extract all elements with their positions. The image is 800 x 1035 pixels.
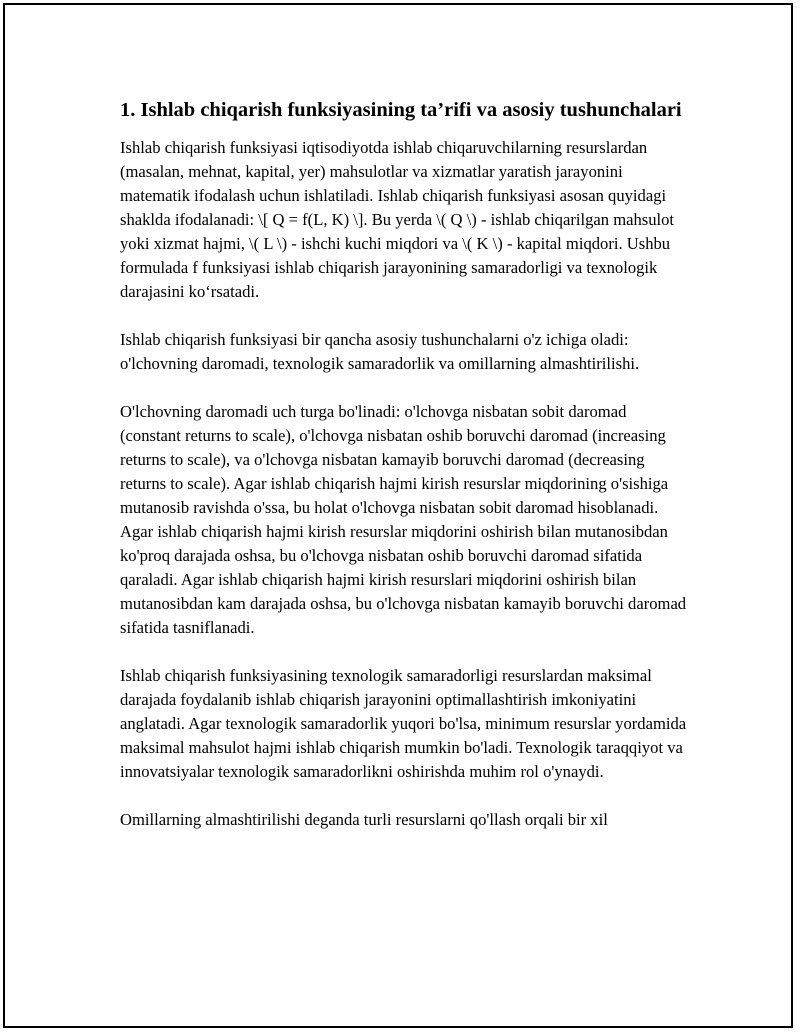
paragraph-returns-to-scale: O'lchovning daromadi uch turga bo'linadi: o'lchovga nisbatan sobit daromad (constant returns to scale), o'lchovga nisbatan oshib boruvchi daromad (increasing returns to scale), va o'lchovga nisbatan kamayib boruvchi daromad (decreasing returns to scale). Agar ishlab chiqarish hajmi kirish resurslar miqdorining o'sishiga mutanosib ravishda o'ssa, bu holat o'lchovga nisbatan sobit daromad hisoblanadi. Agar ishlab chiqarish hajmi kirish resurslar miqdorini oshirish bilan mutanosibdan ko'proq darajada oshsa, bu o'lchovga nisbatan oshib boruvchi daromad sifatida qaraladi. Agar ishlab chiqarish hajmi kirish resurslari miqdorini oshirish bilan mutanosibdan kam darajada oshsa, bu o'lchovga nisbatan kamayib boruvchi daromad sifatida tasniflanadi. — [120, 402, 687, 637]
document-body — [120, 97, 690, 856]
paragraph-definition: Ishlab chiqarish funksiyasi iqtisodiyotda ishlab chiqaruvchilarning resurslardan (masalan, mehnat, kapital, yer) mahsulotlar va xizmatlar yaratish jarayonini matematik ifodalash uchun ishlatiladi. Ishlab chiqarish funksiyasi asosan quyidagi shaklda ifodalanadi: \[ Q = f(L, K) \]. Bu yerda \( Q \) - ishlab chiqarilgan mahsulot yoki xizmat hajmi, \( L \) - ishchi kuchi miqdori va \( K \) - kapital miqdori. Ushbu formulada f funksiyasi ishlab chiqarish jarayonining samaradorligi va texnologik darajasini ko‘rsatadi. — [120, 138, 675, 301]
paragraph-technological-efficiency: Ishlab chiqarish funksiyasining texnologik samaradorligi resurslardan maksimal darajada foydalanib ishlab chiqarish jarayonini optimallashtirish imkoniyatini anglatadi. Agar texnologik samaradorlik yuqori bo'lsa, minimum resurslar yordamida maksimal mahsulot hajmi ishlab chiqarish mumkin bo'ladi. Texnologik taraqqiyot va innovatsiyalar texnologik samaradorlikni oshirishda muhim rol o'ynaydi. — [120, 666, 687, 781]
paragraph-factor-substitution: Omillarning almashtirilishi deganda turli resurslarni qo'llash orqali bir xil — [120, 810, 608, 829]
section-heading: 1. Ishlab chiqarish funksiyasining ta’rifi va asosiy tushunchalari — [120, 99, 682, 121]
paragraph-concepts: Ishlab chiqarish funksiyasi bir qancha asosiy tushunchalarni o'z ichiga oladi: o'lchovning daromadi, texnologik samaradorlik va omillarning almashtirilishi. — [120, 330, 640, 373]
document-page — [3, 3, 793, 1028]
